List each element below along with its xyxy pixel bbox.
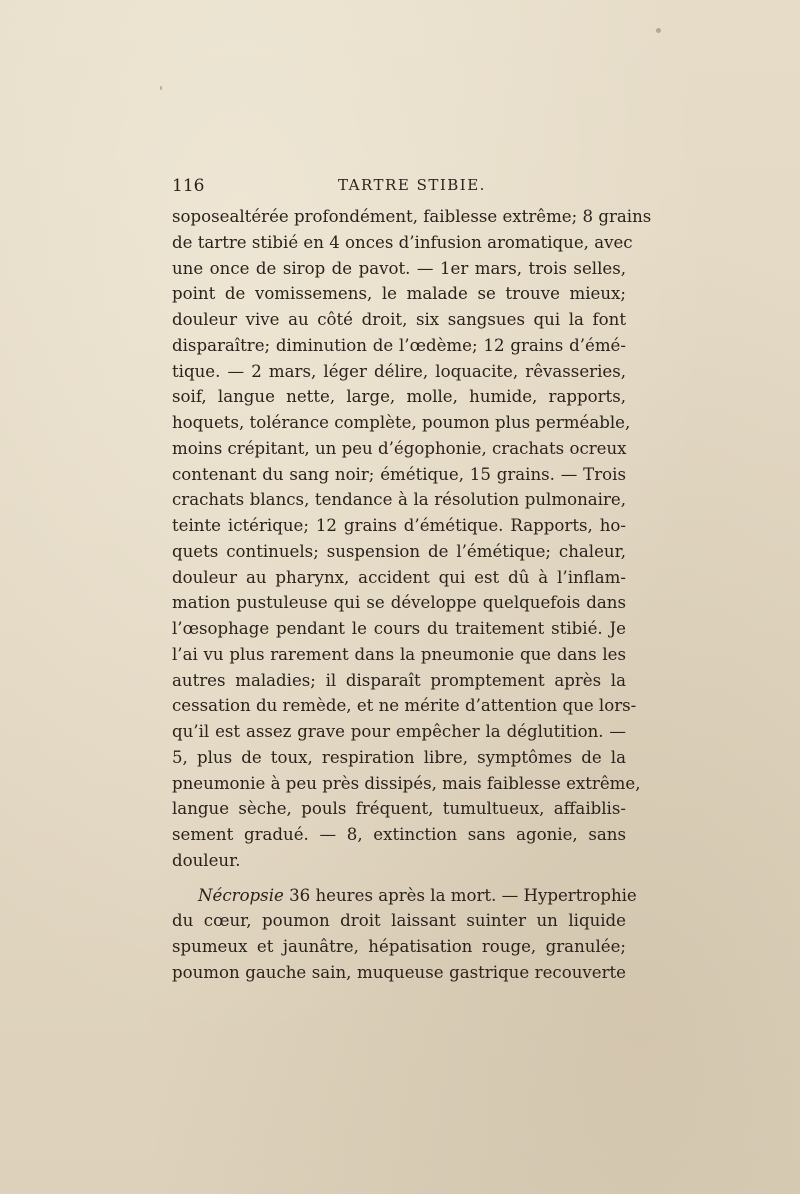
text-line: cessation du remède, et ne mérite d’attention que lors- xyxy=(172,696,637,716)
text-line: l’œsophage pendant le cours du traitement stibié. Je xyxy=(172,619,626,638)
body-text xyxy=(172,204,652,986)
text-line: douleur au pharynx, accident qui est dû à l’inflam- xyxy=(172,567,626,587)
text-line: mation pustuleuse qui se développe quelquefois dans xyxy=(172,593,626,613)
text-line: de tartre stibié en 4 onces d’infusion aromatique, avec xyxy=(172,232,633,252)
paper-speck xyxy=(656,28,661,33)
text-line: moins crépitant, un peu d’égophonie, crachats ocreux xyxy=(172,438,627,458)
text-line: hoquets, tolérance complète, poumon plus perméable, xyxy=(172,413,631,432)
necropsie-heading: Nécropsie xyxy=(198,885,284,905)
text-line: douleur vive au côté droit, six sangsues qui la font xyxy=(172,310,626,329)
page-header xyxy=(172,176,628,200)
paragraph-2 xyxy=(172,883,637,986)
text-line: une once de sirop de pavot. — 1er mars, trois selles, xyxy=(172,258,626,278)
text-line: l’ai vu plus rarement dans la pneumonie que dans les xyxy=(172,644,626,664)
text-line: 5, plus de toux, respiration libre, symptômes de la xyxy=(172,747,626,767)
paragraph-gap xyxy=(172,874,626,883)
text-line: spumeux et jaunâtre, hépatisation rouge, granulée; xyxy=(172,937,626,956)
text-line: tique. — 2 mars, léger délire, loquacite, rêvasseries, xyxy=(172,361,626,381)
text-line: quets continuels; suspension de l’émétique; chaleur, xyxy=(172,541,626,561)
text-line xyxy=(172,883,637,909)
text-line: teinte ictérique; 12 grains d’émétique. Rapports, ho- xyxy=(172,516,626,535)
text-line: disparaître; diminution de l’œdème; 12 grains d’émé- xyxy=(172,335,626,355)
text-line: douleur. xyxy=(172,850,241,870)
text-line: autres maladies; il disparaît promptement après la xyxy=(172,670,626,690)
text-line: soposealtérée profondément, faiblesse extrême; 8 grains xyxy=(172,207,652,226)
text-line: poumon gauche sain, muqueuse gastrique recouverte xyxy=(172,962,626,982)
text-line: point de vomissemens, le malade se trouve mieux; xyxy=(172,284,626,304)
text-line: contenant du sang noir; émétique, 15 grains. — Trois xyxy=(172,464,626,484)
text-line: du cœur, poumon droit laissant suinter un liquide xyxy=(172,911,626,931)
text-line: crachats blancs, tendance à la résolution pulmonaire, xyxy=(172,490,626,510)
text-line: sement gradué. — 8, extinction sans agonie, sans xyxy=(172,825,626,844)
text-line: langue sèche, pouls fréquent, tumultueux, affaiblis- xyxy=(172,799,626,819)
paragraph-1 xyxy=(172,204,652,874)
text-line: pneumonie à peu près dissipés, mais faiblesse extrême, xyxy=(172,773,641,793)
running-title: TARTRE STIBIE. xyxy=(338,176,486,194)
page-number: 116 xyxy=(172,176,205,196)
paper-speck xyxy=(160,86,162,90)
text-line: soif, langue nette, large, molle, humide, rapports, xyxy=(172,387,626,407)
text-line: qu’il est assez grave pour empêcher la déglutition. — xyxy=(172,722,626,741)
text-line-rest: 36 heures après la mort. — Hypertrophie xyxy=(283,885,637,905)
